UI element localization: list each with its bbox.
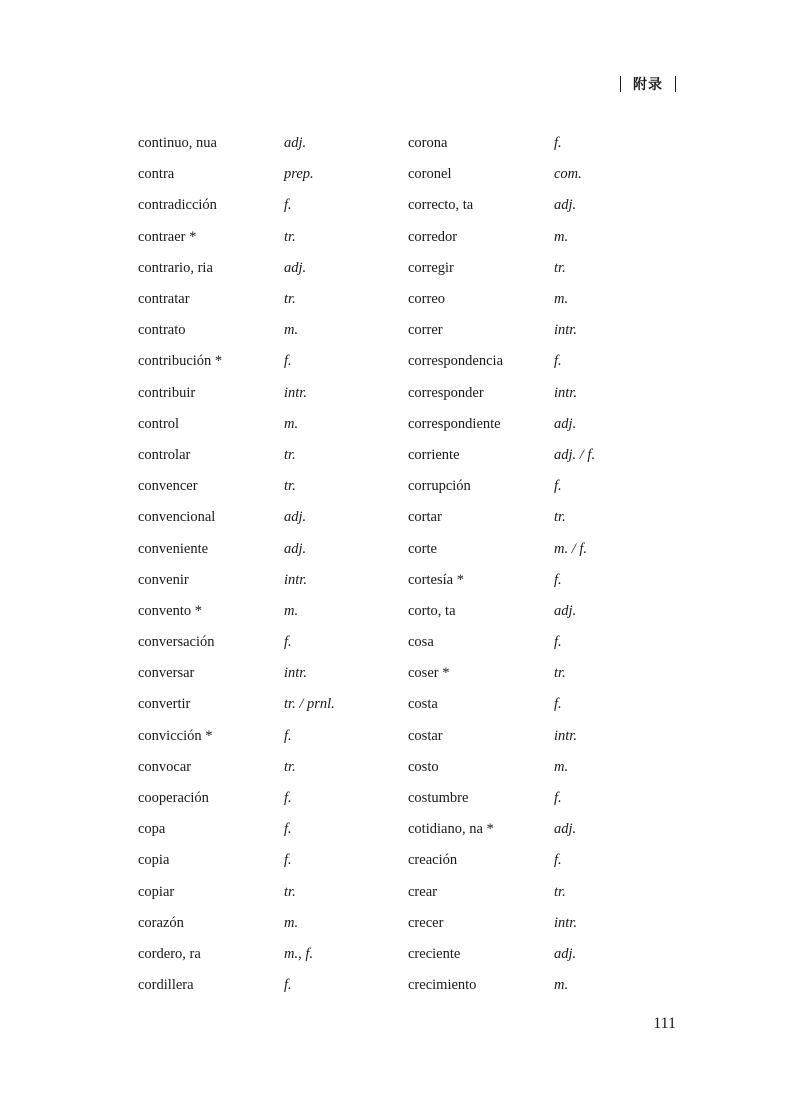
entry-word: cortesía * [408, 571, 464, 588]
entry-part-of-speech: m. [284, 602, 299, 619]
vocabulary-entry [408, 689, 678, 720]
vocabulary-entry [408, 721, 678, 752]
vocabulary-entry [408, 190, 678, 221]
vocabulary-entry [408, 471, 678, 502]
entry-part-of-speech: tr. / prnl. [284, 696, 335, 713]
entry-part-of-speech: adj. [284, 259, 307, 276]
vocabulary-list [138, 128, 678, 1001]
vocabulary-entry [408, 970, 678, 1001]
header-divider-right [675, 76, 676, 92]
entry-word: costar [408, 727, 443, 744]
vocabulary-entry [408, 752, 678, 783]
entry-part-of-speech: f. [284, 727, 292, 744]
vocabulary-entry [138, 409, 408, 440]
entry-word: conveniente [138, 540, 209, 557]
entry-part-of-speech: intr. [554, 322, 577, 339]
entry-word: correspondencia [408, 353, 504, 370]
entry-part-of-speech: f. [284, 821, 292, 838]
entry-part-of-speech: f. [554, 353, 562, 370]
vocabulary-entry [408, 128, 678, 159]
entry-part-of-speech: tr. [554, 883, 566, 900]
entry-part-of-speech: adj. [554, 415, 577, 432]
vocabulary-entry [138, 346, 408, 377]
vocabulary-entry [408, 502, 678, 533]
entry-part-of-speech: intr. [284, 384, 307, 401]
entry-part-of-speech: f. [554, 634, 562, 651]
entry-part-of-speech: m. [554, 758, 569, 775]
entry-word: contrario, ria [138, 259, 213, 276]
entry-part-of-speech: tr. [284, 291, 296, 308]
entry-word: conversación [138, 634, 215, 651]
entry-word: corazón [138, 914, 184, 931]
vocabulary-entry [138, 596, 408, 627]
entry-word: contribuir [138, 384, 196, 401]
entry-word: convertir [138, 696, 191, 713]
entry-part-of-speech: m., f. [284, 945, 313, 962]
entry-word: convicción * [138, 727, 213, 744]
vocabulary-entry [138, 222, 408, 253]
running-header [620, 74, 676, 94]
entry-part-of-speech: f. [284, 790, 292, 807]
entry-part-of-speech: m. [554, 291, 569, 308]
entry-word: contraer * [138, 228, 197, 245]
vocabulary-entry [138, 658, 408, 689]
entry-part-of-speech: intr. [554, 727, 577, 744]
entry-part-of-speech: tr. [554, 259, 566, 276]
entry-word: corregir [408, 259, 454, 276]
vocabulary-entry [138, 315, 408, 346]
entry-word: contratar [138, 291, 190, 308]
entry-word: contra [138, 166, 175, 183]
vocabulary-entry [138, 159, 408, 190]
page-number: 111 [653, 1015, 676, 1032]
vocabulary-entry [408, 596, 678, 627]
entry-word: copa [138, 821, 166, 838]
entry-word: cordero, ra [138, 945, 201, 962]
entry-part-of-speech: adj. [284, 135, 307, 152]
vocabulary-entry [138, 908, 408, 939]
entry-part-of-speech: tr. [284, 883, 296, 900]
vocabulary-entry [408, 284, 678, 315]
entry-word: convocar [138, 758, 192, 775]
vocabulary-entry [408, 783, 678, 814]
vocabulary-entry [408, 346, 678, 377]
entry-word: correspondiente [408, 415, 501, 432]
vocabulary-entry [408, 565, 678, 596]
entry-part-of-speech: tr. [284, 758, 296, 775]
vocabulary-column-left [138, 128, 408, 1001]
entry-word: contribución * [138, 353, 223, 370]
entry-word: crecer [408, 914, 444, 931]
entry-word: cordillera [138, 977, 194, 994]
entry-part-of-speech: f. [554, 696, 562, 713]
vocabulary-entry [138, 502, 408, 533]
entry-part-of-speech: f. [284, 197, 292, 214]
entry-part-of-speech: adj. [554, 945, 577, 962]
entry-part-of-speech: adj. [284, 509, 307, 526]
entry-word: correr [408, 322, 443, 339]
entry-word: coser * [408, 665, 450, 682]
entry-word: contrato [138, 322, 186, 339]
entry-word: convento * [138, 602, 203, 619]
vocabulary-entry [138, 783, 408, 814]
entry-word: cotidiano, na * [408, 821, 494, 838]
entry-part-of-speech: intr. [284, 665, 307, 682]
entry-part-of-speech: f. [284, 852, 292, 869]
vocabulary-entry [138, 752, 408, 783]
entry-part-of-speech: f. [284, 634, 292, 651]
entry-word: costumbre [408, 790, 469, 807]
vocabulary-entry [408, 409, 678, 440]
entry-word: creación [408, 852, 458, 869]
entry-part-of-speech: m. [554, 228, 569, 245]
entry-part-of-speech: f. [284, 977, 292, 994]
vocabulary-entry [138, 378, 408, 409]
entry-part-of-speech: f. [554, 790, 562, 807]
entry-word: convencer [138, 478, 198, 495]
vocabulary-entry [408, 877, 678, 908]
entry-word: corto, ta [408, 602, 456, 619]
vocabulary-entry [138, 845, 408, 876]
vocabulary-entry [138, 440, 408, 471]
entry-part-of-speech: m. [284, 914, 299, 931]
vocabulary-entry [138, 284, 408, 315]
vocabulary-column-right [408, 128, 678, 1001]
vocabulary-entry [408, 533, 678, 564]
entry-word: copia [138, 852, 170, 869]
entry-word: crear [408, 883, 437, 900]
vocabulary-entry [408, 939, 678, 970]
entry-word: conversar [138, 665, 195, 682]
vocabulary-entry [138, 939, 408, 970]
entry-part-of-speech: f. [554, 135, 562, 152]
entry-word: corriente [408, 446, 460, 463]
entry-part-of-speech: prep. [284, 166, 314, 183]
vocabulary-entry [138, 190, 408, 221]
vocabulary-entry [408, 658, 678, 689]
vocabulary-entry [138, 970, 408, 1001]
entry-part-of-speech: tr. [284, 228, 296, 245]
entry-word: convenir [138, 571, 189, 588]
entry-part-of-speech: tr. [554, 509, 566, 526]
vocabulary-entry [138, 721, 408, 752]
entry-part-of-speech: m. [554, 977, 569, 994]
entry-part-of-speech: com. [554, 166, 582, 183]
entry-part-of-speech: m. [284, 415, 299, 432]
entry-word: costa [408, 696, 438, 713]
entry-part-of-speech: intr. [554, 914, 577, 931]
entry-word: corredor [408, 228, 458, 245]
entry-word: correo [408, 291, 446, 308]
entry-part-of-speech: intr. [284, 571, 307, 588]
entry-part-of-speech: f. [284, 353, 292, 370]
vocabulary-entry [138, 627, 408, 658]
header-section-label: 附录 [633, 77, 663, 93]
entry-word: controlar [138, 446, 191, 463]
entry-word: cooperación [138, 790, 209, 807]
entry-part-of-speech: f. [554, 852, 562, 869]
vocabulary-entry [408, 908, 678, 939]
entry-part-of-speech: adj. [554, 197, 577, 214]
vocabulary-entry [138, 565, 408, 596]
entry-word: control [138, 415, 180, 432]
vocabulary-entry [408, 814, 678, 845]
entry-word: correcto, ta [408, 197, 474, 214]
entry-word: cosa [408, 634, 434, 651]
entry-part-of-speech: m. / f. [554, 540, 588, 557]
entry-word: coronel [408, 166, 452, 183]
entry-part-of-speech: adj. / f. [554, 446, 596, 463]
vocabulary-entry [408, 315, 678, 346]
entry-word: costo [408, 758, 439, 775]
entry-word: cortar [408, 509, 442, 526]
entry-part-of-speech: m. [284, 322, 299, 339]
vocabulary-entry [138, 253, 408, 284]
entry-part-of-speech: adj. [554, 602, 577, 619]
vocabulary-entry [138, 533, 408, 564]
entry-word: convencional [138, 509, 216, 526]
entry-part-of-speech: f. [554, 571, 562, 588]
entry-word: corona [408, 135, 448, 152]
vocabulary-entry [408, 378, 678, 409]
vocabulary-entry [408, 440, 678, 471]
header-divider-left [620, 76, 621, 92]
vocabulary-entry [138, 128, 408, 159]
entry-part-of-speech: adj. [284, 540, 307, 557]
vocabulary-entry [138, 689, 408, 720]
vocabulary-entry [408, 253, 678, 284]
entry-word: contradicción [138, 197, 217, 214]
entry-word: corte [408, 540, 437, 557]
entry-word: corresponder [408, 384, 484, 401]
entry-part-of-speech: f. [554, 478, 562, 495]
vocabulary-entry [408, 222, 678, 253]
entry-part-of-speech: adj. [554, 821, 577, 838]
vocabulary-entry [408, 159, 678, 190]
entry-word: crecimiento [408, 977, 477, 994]
entry-part-of-speech: tr. [284, 446, 296, 463]
vocabulary-entry [138, 877, 408, 908]
entry-word: continuo, nua [138, 135, 217, 152]
vocabulary-entry [408, 845, 678, 876]
entry-word: copiar [138, 883, 175, 900]
entry-part-of-speech: intr. [554, 384, 577, 401]
vocabulary-entry [138, 471, 408, 502]
entry-part-of-speech: tr. [554, 665, 566, 682]
vocabulary-entry [408, 627, 678, 658]
entry-part-of-speech: tr. [284, 478, 296, 495]
vocabulary-entry [138, 814, 408, 845]
entry-word: creciente [408, 945, 461, 962]
entry-word: corrupción [408, 478, 471, 495]
